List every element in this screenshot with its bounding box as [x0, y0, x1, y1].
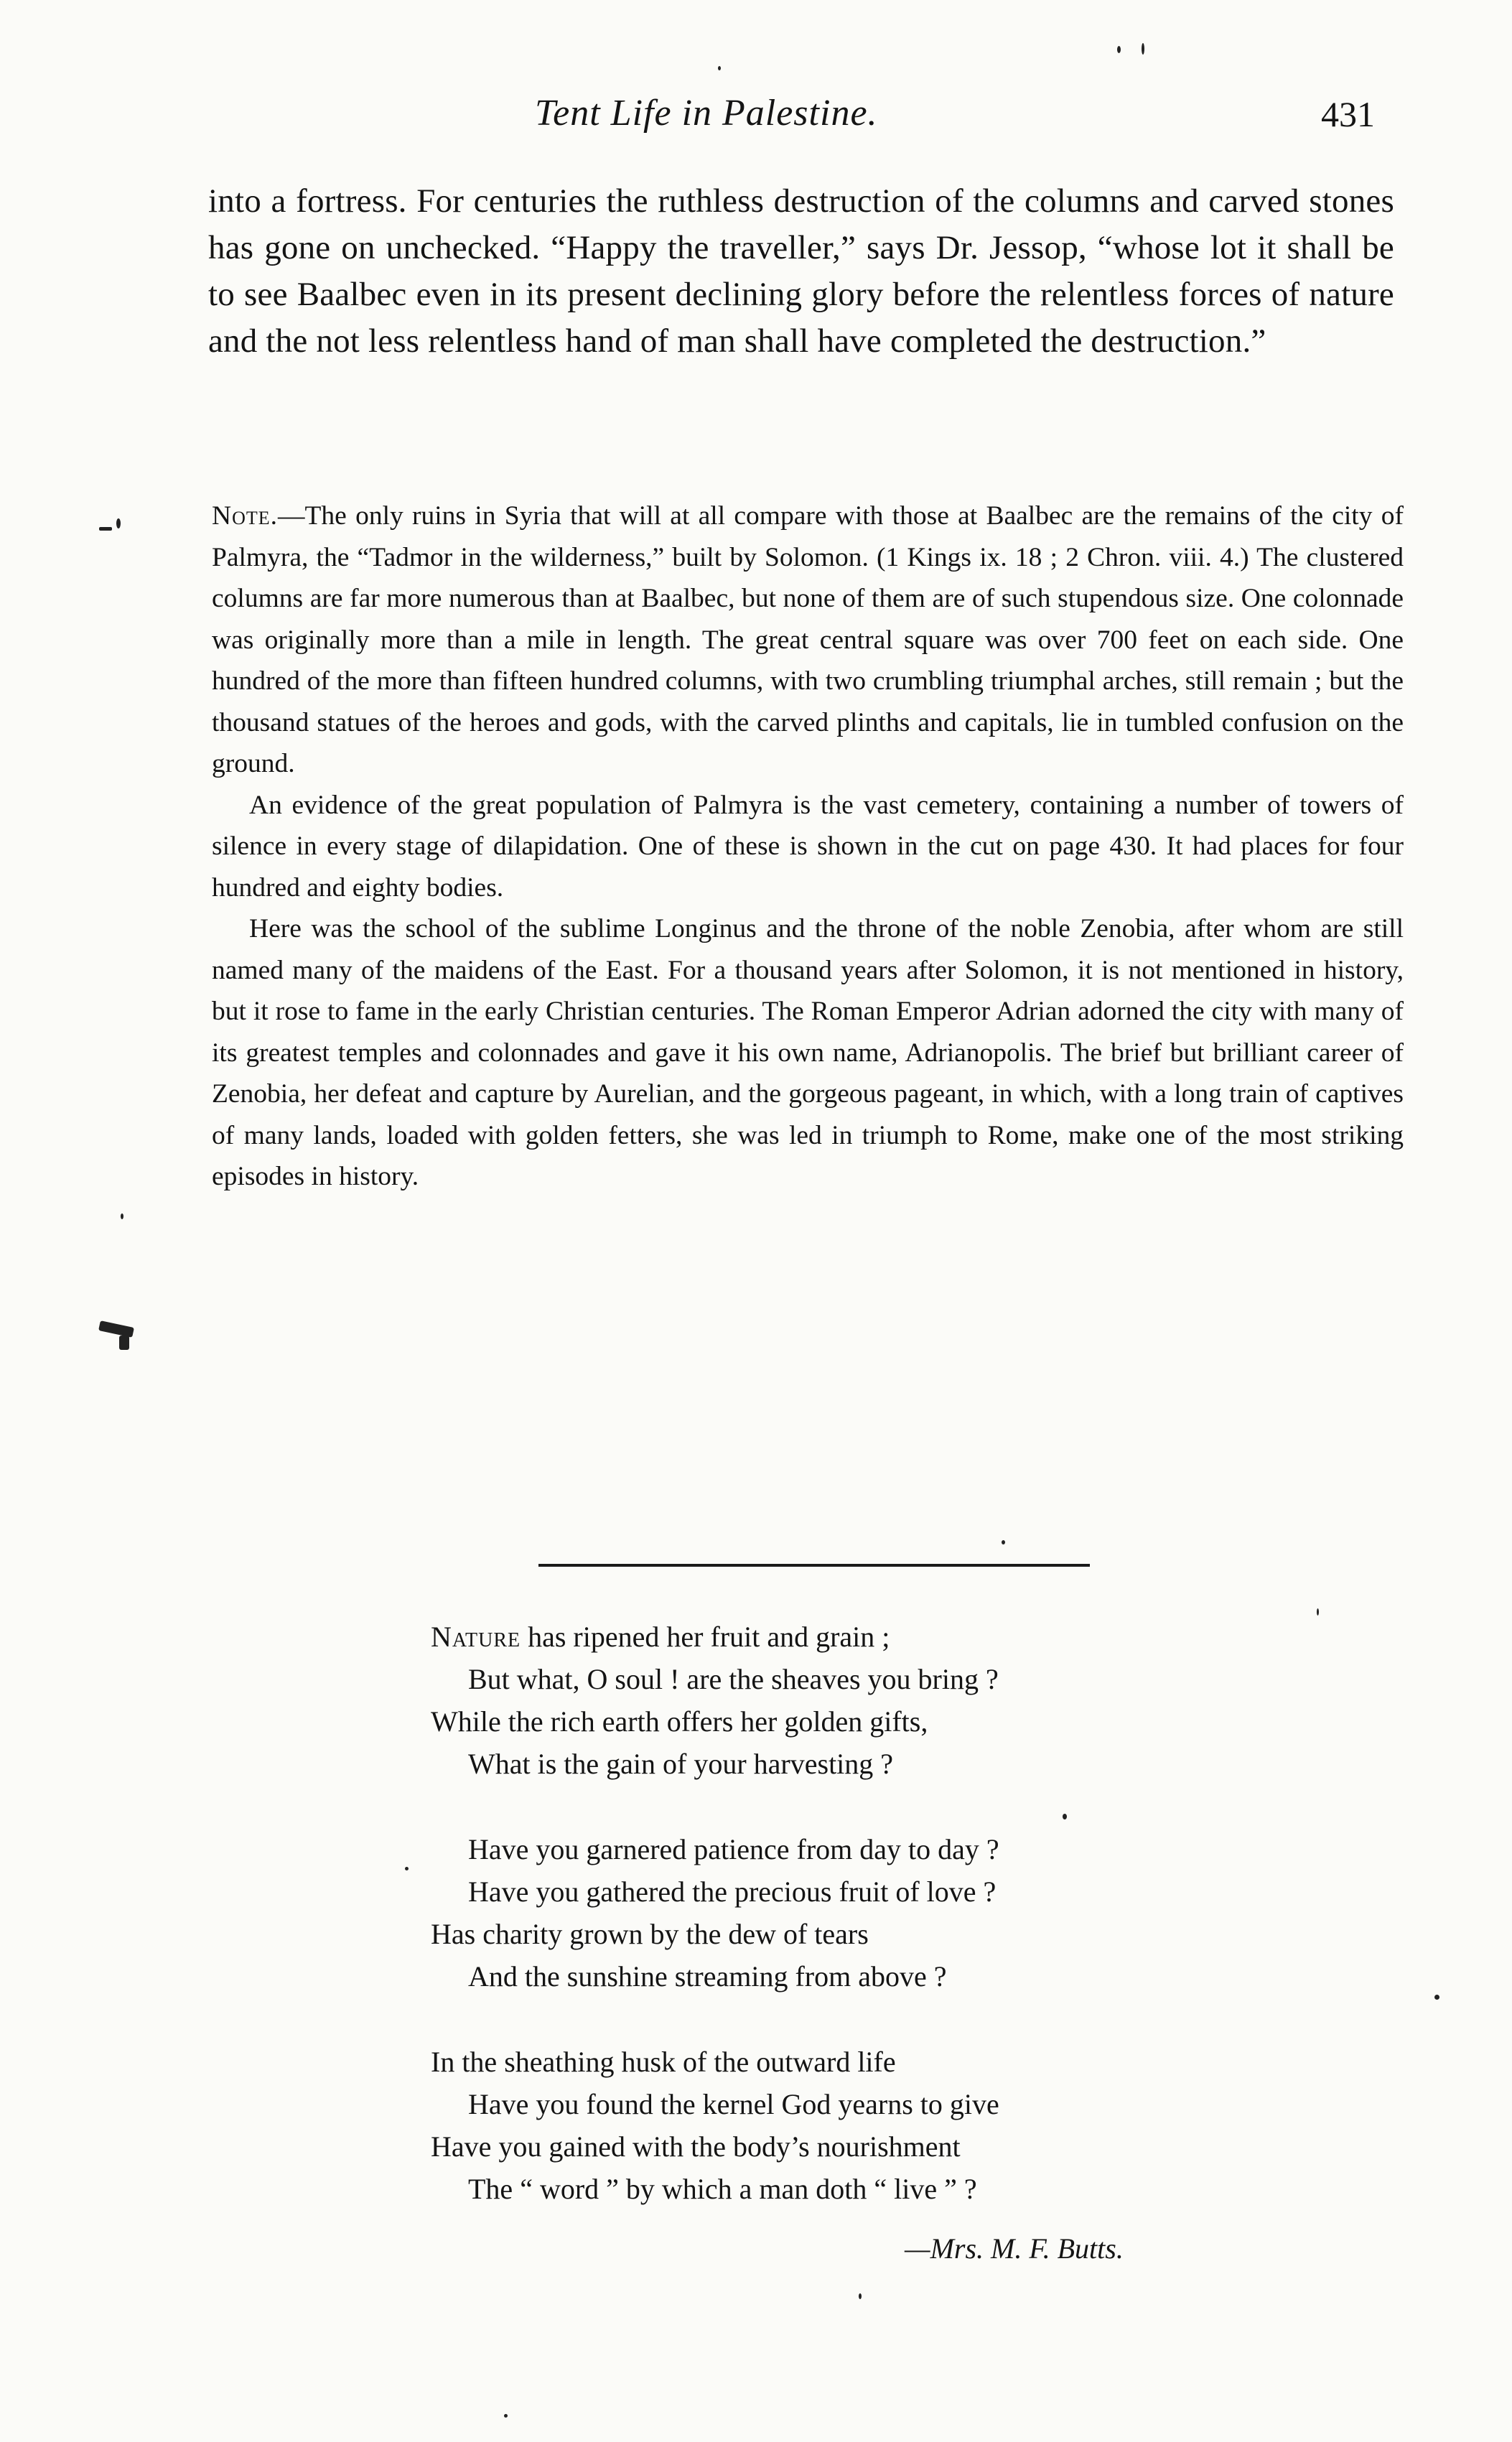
poem-line: Have you found the kernel God yearns to give — [468, 2088, 999, 2120]
poem-line: But what, O soul ! are the sheaves you bring ? — [468, 1663, 999, 1695]
poem-line: Have you gathered the precious fruit of love ? — [468, 1875, 997, 1908]
scan-speck — [1063, 1814, 1067, 1819]
scan-speck — [121, 1213, 123, 1219]
running-head — [0, 92, 1512, 135]
poem-stanza — [431, 1828, 1292, 1998]
scan-speck — [405, 1867, 409, 1870]
poem-line: While the rich earth offers her golden gifts, — [431, 1705, 928, 1738]
page-number: 431 — [1321, 94, 1375, 134]
section-divider-rule — [538, 1564, 1090, 1567]
scan-speck — [859, 2293, 862, 2299]
note-paragraph: Here was the school of the sublime Longinus and the throne of the noble Zenobia, after whom are still named many of the maidens of the East. For a thousand years after Solomon, it is not mentioned in history, but it rose to fame in the early Christian centuries. The Roman Emperor Adrian adorned the city with many of its greatest temples and colonnades and gave it his own name, Adrianopolis. The brief but brilliant career of Zenobia, her defeat and capture by Aurelian, and the gorgeous pageant, in which, with a long train of captives of many lands, loaded with golden fetters, she was led in triumph to Rome, make one of the most striking episodes in history. — [212, 914, 1404, 1191]
scan-speck — [1317, 1608, 1319, 1616]
poem-line: Has charity grown by the dew of tears — [431, 1918, 869, 1950]
scan-speck — [1002, 1540, 1005, 1544]
poem-first-word: Nature — [431, 1621, 521, 1653]
note-paragraph: An evidence of the great population of Palmyra is the vast cemetery, containing a number of towers of silence in every stage of dilapidation. One of these is shown in the cut on page 430. It had places for four hundred and eighty bodies. — [212, 790, 1404, 903]
poem — [431, 1616, 1292, 2253]
scan-speck — [99, 527, 112, 531]
poem-line: Have you garnered patience from day to day ? — [468, 1833, 999, 1865]
scan-speck — [1117, 46, 1121, 53]
poem-stanza — [431, 2041, 1292, 2210]
poem-line — [431, 1616, 1292, 1658]
body-paragraph: into a fortress. For centuries the ruthless destruction of the columns and carved stones has gone on unchecked. “Happy the traveller,” says Dr. Jessop, “whose lot it shall be to see Baalbec even in its present declining glory before the relentless forces of nature and the not less relentless hand of man shall have completed the destruction.” — [208, 182, 1394, 360]
note-paragraph — [212, 495, 1404, 785]
scan-speck — [1434, 1995, 1439, 2000]
poem-line: The “ word ” by which a man doth “ live ” ? — [468, 2173, 977, 2205]
poem-line: In the sheathing husk of the outward life — [431, 2046, 896, 2078]
scan-speck — [116, 518, 121, 528]
poem-attribution: —Mrs. M. F. Butts. — [905, 2232, 1124, 2265]
note-block — [212, 495, 1404, 1198]
scan-speck — [504, 2414, 508, 2418]
scan-speck — [98, 1320, 134, 1338]
poem-line: Have you gained with the body’s nourishment — [431, 2130, 961, 2163]
poem-line: What is the gain of your harvesting ? — [468, 1748, 894, 1780]
running-title: Tent Life in Palestine. — [535, 93, 878, 134]
note-label: Note. — [212, 501, 278, 531]
poem-line: And the sunshine streaming from above ? — [468, 1960, 947, 1993]
note-text: —The only ruins in Syria that will at all compare with those at Baalbec are the remains of the city of Palmyra, the “Tadmor in the wilderness,” built by Solomon. (1 Kings ix. 18 ; 2 Chron. viii. 4.) The clustered columns are far more numerous than at Baalbec, but none of them are of such stupendous size. One colonnade was originally more than a mile in length. The great central square was over 700 feet on each side. One hundred of the more than fifteen hundred columns, with two crumbling triumphal arches, still remain ; but the thousand statues of the heroes and gods, with the carved plinths and capitals, lie in tumbled confusion on the ground. — [212, 501, 1404, 778]
scan-speck — [718, 66, 721, 70]
scan-speck — [119, 1336, 129, 1350]
poem-stanza — [431, 1616, 1292, 1785]
scan-speck — [1142, 43, 1144, 55]
poem-line-text: has ripened her fruit and grain ; — [521, 1621, 890, 1653]
